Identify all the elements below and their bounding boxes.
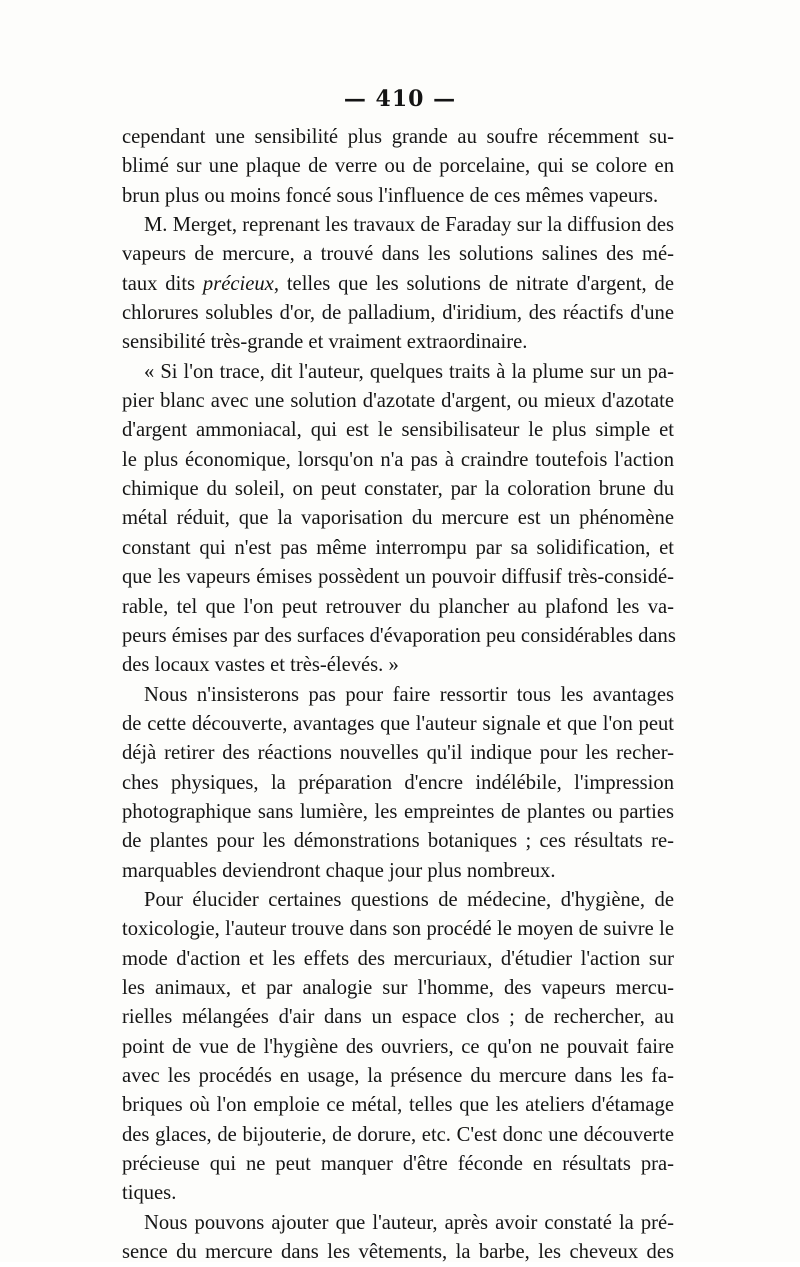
paragraph-5 xyxy=(122,886,674,1209)
text-line: déjà retirer des réactions nouvelles qu'il indique pour les recher- xyxy=(122,742,674,765)
text-line: des glaces, de bijouterie, de dorure, etc. C'est donc une découverte xyxy=(122,1123,674,1146)
text-line: pier blanc avec une solution d'azotate d'argent, ou mieux d'azotate xyxy=(122,390,674,413)
text-line: marquables deviendront chaque jour plus nombreux. xyxy=(122,859,556,882)
text-line: brun plus ou moins foncé sous l'influence de ces mêmes vapeurs. xyxy=(122,184,659,207)
text-line: les animaux, et par analogie sur l'homme, des vapeurs mercu- xyxy=(122,976,674,999)
text-line: d'argent ammoniacal, qui est le sensibilisateur le plus simple et xyxy=(122,419,674,442)
text-line: « Si l'on trace, dit l'auteur, quelques traits à la plume sur un pa- xyxy=(144,360,674,383)
text-line: Nous n'insisterons pas pour faire ressortir tous les avantages xyxy=(144,683,674,706)
paragraph-6 xyxy=(122,1209,674,1267)
italic-word: précieux xyxy=(202,272,274,295)
paragraph-1 xyxy=(122,123,674,211)
text-line: sence du mercure dans les vêtements, la barbe, les cheveux des xyxy=(122,1241,674,1264)
body-text xyxy=(122,123,674,1267)
text-line: taux dits précieux, telles que les solutions de nitrate d'argent, de xyxy=(122,272,674,295)
text-line: que les vapeurs émises possèdent un pouvoir diffusif très-considé- xyxy=(122,566,674,589)
paragraph-3-quotation xyxy=(122,358,674,681)
text-line: précieuse qui ne peut manquer d'être féconde en résultats pra- xyxy=(122,1153,674,1176)
text-line: point de vue de l'hygiène des ouvriers, ce qu'on ne pouvait faire xyxy=(122,1035,674,1058)
text-line: peurs émises par des surfaces d'évaporation peu considérables dans xyxy=(122,624,676,647)
text-line: rable, tel que l'on peut retrouver du plancher au plafond les va- xyxy=(122,595,674,618)
text-line: ches physiques, la préparation d'encre indélébile, l'impression xyxy=(122,771,674,794)
text-line: chimique du soleil, on peut constater, par la coloration brune du xyxy=(122,478,674,501)
text-line: rielles mélangées d'air dans un espace clos ; de rechercher, au xyxy=(122,1006,674,1029)
text-line: M. Merget, reprenant les travaux de Faraday sur la diffusion des xyxy=(144,214,674,237)
text-line: des locaux vastes et très-élevés. » xyxy=(122,654,399,677)
text-line: Pour élucider certaines questions de médecine, d'hygiène, de xyxy=(144,888,674,911)
text-line: toxicologie, l'auteur trouve dans son procédé le moyen de suivre le xyxy=(122,918,674,941)
text-line: briques où l'on emploie ce métal, telles que les ateliers d'étamage xyxy=(122,1094,674,1117)
text-line: photographique sans lumière, les empreintes de plantes ou parties xyxy=(122,800,674,823)
page-number: — 410 — xyxy=(343,86,457,112)
text-line: Nous pouvons ajouter que l'auteur, après avoir constaté la pré- xyxy=(144,1211,674,1234)
text-line: de plantes pour les démonstrations botaniques ; ces résultats re- xyxy=(122,830,674,853)
text-line: métal réduit, que la vaporisation du mercure est un phénomène xyxy=(122,507,674,530)
text-line: constant qui n'est pas même interrompu par sa solidification, et xyxy=(122,536,674,559)
text-line: cependant une sensibilité plus grande au soufre récemment su- xyxy=(122,126,674,148)
text-line: vapeurs de mercure, a trouvé dans les solutions salines des mé- xyxy=(122,243,674,266)
text-line: sensibilité très-grande et vraiment extraordinaire. xyxy=(122,331,528,354)
text-line: tiques. xyxy=(122,1182,177,1205)
paragraph-4 xyxy=(122,681,674,886)
text-line: blimé sur une plaque de verre ou de porcelaine, qui se colore en xyxy=(122,155,674,178)
text-line: mode d'action et les effets des mercuriaux, d'étudier l'action sur xyxy=(122,947,674,970)
text-line: avec les procédés en usage, la présence du mercure dans les fa- xyxy=(122,1065,674,1087)
text-line: de cette découverte, avantages que l'auteur signale et que l'on peut xyxy=(122,712,674,735)
paragraph-2 xyxy=(122,211,674,358)
text-line: le plus économique, lorsqu'on n'a pas à craindre toutefois l'action xyxy=(122,448,674,471)
text-line: chlorures solubles d'or, de palladium, d'iridium, des réactifs d'une xyxy=(122,302,674,325)
